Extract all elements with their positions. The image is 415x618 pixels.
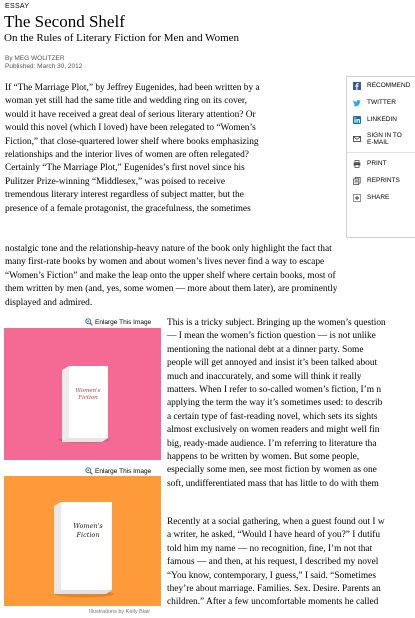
share-label: SHARE (367, 193, 390, 201)
text-line: much and inaccurately, and some will think it really (167, 371, 362, 382)
linkedin-icon (353, 116, 361, 124)
text-line: This is a tricky subject. Bringing up the women’s question (167, 318, 386, 328)
twitter-label: TWITTER (367, 98, 396, 106)
image-credit: Illustrations by Kelly Blair (89, 609, 151, 615)
paragraph-1-bottom (5, 243, 415, 310)
text-line: soft, undifferentiated mass that has little to do with them (167, 478, 379, 489)
text-line: — I mean the women’s fiction question — is not unlike (167, 331, 376, 342)
text-line: relationships and the interior lives of women are often relegated? (5, 149, 249, 160)
print-label: PRINT (367, 159, 387, 167)
twitter-icon (353, 99, 361, 107)
enlarge-label: Enlarge This Image (95, 318, 152, 326)
page-title: The Second Shelf (4, 12, 125, 31)
section-kicker: ESSAY (5, 3, 30, 10)
magnifier-icon (85, 318, 93, 326)
book-title-line2: Fiction (76, 531, 100, 539)
text-line: applying the term the way it’s sometimes used: to describ (167, 398, 383, 409)
twitter-button[interactable] (347, 94, 415, 111)
reprints-label: REPRINTS (367, 176, 400, 184)
subheadline: On the Rules of Literary Fiction for Men and Women (4, 32, 240, 44)
book-title-line1: Women's (75, 388, 101, 394)
text-line: Recently at a social gathering, when a guest found out I w (167, 517, 385, 527)
byline-block (5, 55, 82, 71)
recommend-button[interactable] (347, 77, 415, 94)
text-line: would it have received a great deal of serious literary attention? Or (5, 109, 256, 120)
illustration-pink[interactable] (4, 328, 161, 460)
paragraph-3 (167, 516, 385, 610)
text-line: people will get annoyed and insist it’s been talked about (167, 358, 378, 369)
text-line: presence of a female protagonist, the gracefulness, the sometimes (5, 203, 251, 214)
article-tools (346, 76, 415, 238)
text-line: they’re about marriage. Families. Sex. Desire. Parents an (167, 583, 381, 594)
book-on-pink-image (4, 328, 161, 460)
text-line: matters. When I refer to so-called women’s fiction, I’m n (167, 384, 382, 395)
magnifier-icon (85, 467, 93, 475)
author-byline: By MEG WOLITZER (5, 55, 65, 62)
illustration-orange[interactable] (4, 476, 161, 606)
reprints-icon (353, 177, 361, 185)
print-icon (353, 160, 361, 168)
enlarge-label: Enlarge This Image (95, 467, 152, 475)
text-line: them written by men (and, yes, some women — more about them later), are prominently (5, 284, 338, 295)
book-title-line2: Fiction (78, 395, 98, 401)
text-line: big, ready-made audience. I’m referring to literature tha (167, 438, 377, 449)
paragraph-2 (167, 317, 386, 491)
email-icon (353, 135, 361, 143)
facebook-icon (353, 82, 361, 90)
text-line: displayed and admired. (5, 297, 93, 308)
tools-divider (347, 152, 415, 153)
text-line: If “The Marriage Plot,” by Jeffrey Eugenides, had been written by a (5, 83, 260, 93)
book-on-orange-image (4, 476, 161, 606)
enlarge-image-link-2[interactable] (85, 467, 151, 475)
text-line: a certain type of fast-reading novel, which sets its sights (167, 411, 378, 422)
text-line: mentioning the national debt at a dinner party. Some (167, 344, 364, 355)
paragraph-1-top (5, 82, 345, 216)
email-button[interactable] (347, 128, 415, 150)
text-line: especially some men, see most fiction by women as one (167, 465, 377, 476)
text-line: “Women’s Fiction” and make the leap onto the upper shelf where certain books, most of (5, 270, 336, 281)
text-line: tremendous literary interest regardless of subject matter, but the (5, 190, 244, 201)
text-line: Certainly “The Marriage Plot,” Eugenides’s first novel since his (5, 163, 245, 174)
published-date: Published: March 30, 2012 (5, 63, 83, 70)
print-button[interactable] (347, 155, 415, 172)
text-line: Fiction,” that close-quartered lower shelf where books emphasizing (5, 136, 259, 147)
text-line: “You know, contemporary, I guess,” I said. “Sometimes (167, 570, 376, 581)
enlarge-image-link-1[interactable] (85, 318, 151, 326)
share-button[interactable] (347, 189, 415, 206)
text-line: almost exclusively on women readers and might well fin (167, 425, 380, 436)
text-line: children.” After a few uncomfortable moments he called (167, 597, 379, 608)
text-line: told him my name — no recognition, fine, I’m not that (167, 543, 373, 554)
share-icon (353, 194, 361, 202)
reprints-button[interactable] (347, 172, 415, 189)
text-line: a writer, he asked, “Would I have heard of you?” I dutifu (167, 530, 381, 541)
text-line: happens to be written by women. But some people, (167, 451, 360, 462)
linkedin-label: LINKEDIN (367, 115, 397, 123)
text-line: many first-rate books by women and about women’s lives never find a way to escape (5, 257, 325, 268)
book-title-line1: Women's (73, 522, 103, 530)
linkedin-button[interactable] (347, 111, 415, 128)
text-line: Pulitzer Prize-winning “Middlesex,” was poised to receive (5, 176, 225, 187)
text-line: famous — and then, at his request, I described my novel (167, 557, 379, 568)
text-line: woman yet still had the same title and wedding ring on its cover, (5, 96, 248, 107)
email-label: SIGN IN TO E-MAIL (367, 131, 402, 146)
recommend-label: RECOMMEND (367, 81, 411, 89)
text-line: would this novel (which I loved) have been relegated to “Women’s (5, 123, 256, 134)
text-line: nostalgic tone and the relationship-heavy nature of the book only highlight the fact that (5, 244, 332, 254)
